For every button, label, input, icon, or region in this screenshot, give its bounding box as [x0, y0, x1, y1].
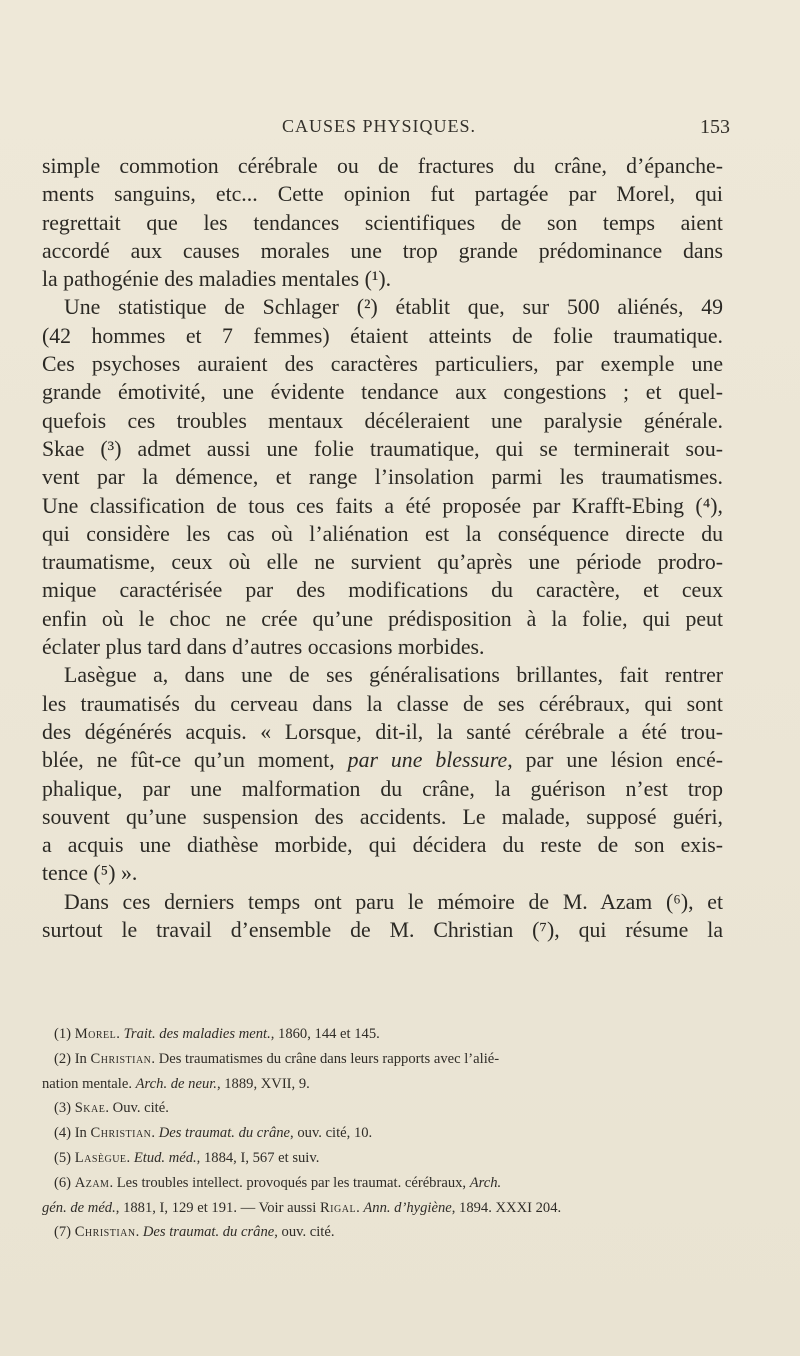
footnote-title: Arch. — [469, 1174, 502, 1191]
page-header — [250, 116, 730, 140]
text-line: Lasègue a, dans une de ses généralisations brillantes, fait rentrer — [64, 663, 723, 688]
text-line: souvent qu’une suspension des accidents. Le malade, supposé guéri, — [42, 804, 723, 829]
footnote-author: Rigal — [319, 1199, 357, 1216]
footnote-title: Des traumat. du crâne — [158, 1125, 291, 1142]
footnote-author: Christian — [90, 1050, 152, 1067]
footnotes — [42, 1022, 723, 1245]
text-line: Dans ces derniers temps ont paru le mémoire de M. Azam (⁶), et — [64, 889, 723, 914]
text-line: (42 hommes et 7 femmes) étaient atteints de folie traumatique. — [42, 323, 723, 348]
footnote-title: Trait. des maladies ment. — [123, 1026, 271, 1042]
text-line: a acquis une diathèse morbide, qui décidera du reste de son exis- — [42, 833, 723, 858]
text-line: Une statistique de Schlager (²) établit que, sur 500 aliénés, 49 — [64, 295, 723, 320]
text-line: ments sanguins, etc... Cette opinion fut partagée par Morel, qui — [42, 182, 723, 207]
text-line: tence (⁵) ». — [42, 861, 138, 886]
footnote-4: (4) In Christian. Des traumat. du crâne, ouv. cité, 10. — [54, 1125, 373, 1142]
italic-phrase: par une blessure — [347, 748, 508, 773]
text-line: Ces psychoses auraient des caractères particuliers, par exemple une — [42, 352, 723, 377]
text-line: quefois ces troubles mentaux décéleraient une paralysie générale. — [42, 408, 723, 433]
footnote-author: Azam — [74, 1174, 110, 1191]
text-line: traumatisme, ceux où elle ne survient qu’après une période prodro- — [42, 550, 723, 575]
footnote-author: Skae — [74, 1100, 106, 1117]
text-line — [42, 746, 723, 774]
footnote-title: gén. de méd. — [42, 1199, 116, 1216]
running-head: CAUSES PHYSIQUES. — [282, 116, 477, 136]
footnote-title: Ann. d’hygiène — [363, 1199, 452, 1216]
text-line: Une classification de tous ces faits a été proposée par Krafft-Ebing (⁴), — [42, 493, 723, 518]
footnote-7: (7) Christian. Des traumat. du crâne, ouv. cité. — [54, 1224, 335, 1241]
footnote-author: Morel — [74, 1026, 117, 1042]
footnote-author: Lasègue — [74, 1149, 127, 1166]
page-number: 153 — [700, 116, 730, 138]
text-line: mique caractérisée par des modifications du caractère, et ceux — [42, 578, 723, 603]
body-text — [42, 152, 723, 944]
text-line: enfin où le choc ne crée qu’une prédisposition à la folie, qui peut — [42, 606, 723, 631]
text-line: accordé aux causes morales une trop grande prédominance dans — [42, 238, 723, 263]
text-line: la pathogénie des maladies mentales (¹). — [42, 267, 392, 292]
footnote-2: (2) In Christian. Des traumatismes du crâne dans leurs rapports avec l’alié- — [54, 1050, 500, 1067]
footnote-2-continued: nation mentale. Arch. de neur., 1889, XVII, 9. — [42, 1075, 310, 1092]
footnote-title: Etud. méd. — [133, 1149, 197, 1166]
text-line: des dégénérés acquis. « Lorsque, dit-il, la santé cérébrale a été trou- — [42, 719, 723, 744]
text-line: les traumatisés du cerveau dans la classe de ses cérébraux, qui sont — [42, 691, 723, 716]
text-line: vent par la démence, et range l’insolation parmi les traumatismes. — [42, 465, 723, 490]
footnote-3: (3) Skae. Ouv. cité. — [54, 1100, 169, 1117]
text-line: surtout le travail d’ensemble de M. Christian (⁷), qui résume la — [42, 918, 723, 943]
footnote-author: Christian — [74, 1224, 136, 1241]
text-line: éclater plus tard dans d’autres occasions morbides. — [42, 635, 485, 660]
text-segment: , par une lésion encé- — [507, 748, 724, 773]
footnote-1: (1) Morel. Trait. des maladies ment., 1860, 144 et 145. — [54, 1026, 380, 1042]
footnote-title: Des traumat. du crâne — [142, 1224, 275, 1241]
footnote-6: (6) Azam. Les troubles intellect. provoqués par les traumat. cérébraux, Arch. — [54, 1174, 502, 1191]
text-line: qui considère les cas où l’aliénation est la conséquence directe du — [42, 521, 723, 546]
footnote-5: (5) Lasègue. Etud. méd., 1884, I, 567 et suiv. — [54, 1149, 320, 1166]
text-line: regrettait que les tendances scientifiques de son temps aient — [42, 210, 723, 235]
footnote-6-continued: gén. de méd., 1881, I, 129 et 191. — Voir aussi Rigal. Ann. d’hygiène, 1894. XXXI 204. — [42, 1199, 562, 1216]
footnote-title: Arch. de neur. — [135, 1075, 217, 1092]
text-line: grande émotivité, une évidente tendance aux congestions ; et quel- — [42, 380, 723, 405]
footnote-author: Christian — [90, 1125, 152, 1142]
text-line: simple commotion cérébrale ou de fractures du crâne, d’épanche- — [42, 154, 723, 178]
text-line: Skae (³) admet aussi une folie traumatique, qui se terminerait sou- — [42, 436, 723, 461]
text-line: phalique, par une malformation du crâne, la guérison n’est trop — [42, 776, 723, 801]
text-segment: blée, ne fût-ce qu’un moment, — [42, 748, 348, 773]
